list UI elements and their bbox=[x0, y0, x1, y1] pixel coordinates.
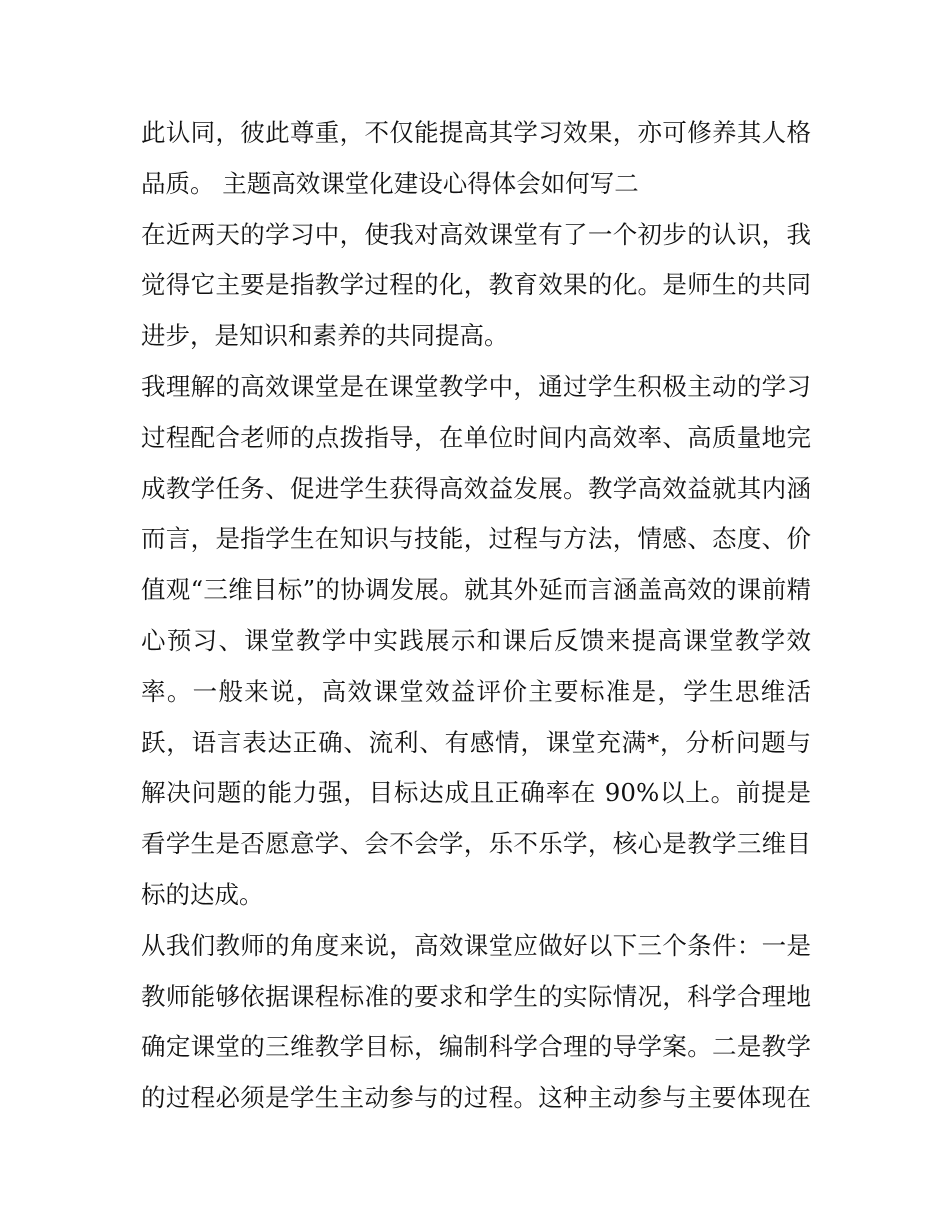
text-line: 心预习、课堂教学中实践展示和课后反馈来提高课堂教学效 bbox=[141, 625, 811, 655]
text-line: 跃，语言表达正确、流利、有感情，课堂充满*，分析问题与 bbox=[141, 727, 811, 757]
text-line: 率。一般来说，高效课堂效益评价主要标准是，学生思维活 bbox=[141, 676, 811, 706]
text-line: 确定课堂的三维教学目标，编制科学合理的导学案。二是教学 bbox=[141, 1032, 811, 1062]
text-line: 进步，是知识和素养的共同提高。 bbox=[141, 321, 509, 351]
body-text bbox=[141, 108, 811, 1124]
text-line: 品质。 主题高效课堂化建设心得体会如何写二 bbox=[141, 168, 639, 198]
text-line: 觉得它主要是指教学过程的化，教育效果的化。是师生的共同 bbox=[141, 270, 811, 300]
text-line: 的过程必须是学生主动参与的过程。这种主动参与主要体现在 bbox=[141, 1083, 811, 1113]
text-line: 教师能够依据课程标准的要求和学生的实际情况，科学合理地 bbox=[141, 981, 811, 1011]
text-line: 从我们教师的角度来说，高效课堂应做好以下三个条件：一是 bbox=[141, 930, 811, 960]
text-line: 而言，是指学生在知识与技能，过程与方法，情感、态度、价 bbox=[141, 524, 811, 554]
text-line: 标的达成。 bbox=[141, 879, 264, 909]
text-line: 值观“三维目标”的协调发展。就其外延而言涵盖高效的课前精 bbox=[141, 575, 811, 605]
text-line: 解决问题的能力强，目标达成且正确率在 90%以上。前提是 bbox=[141, 778, 811, 808]
text-line: 此认同，彼此尊重，不仅能提高其学习效果，亦可修养其人格 bbox=[141, 118, 811, 147]
text-line: 在近两天的学习中，使我对高效课堂有了一个初步的认识，我 bbox=[141, 219, 811, 249]
text-line: 过程配合老师的点拨指导，在单位时间内高效率、高质量地完 bbox=[141, 422, 811, 452]
text-line: 成教学任务、促进学生获得高效益发展。教学高效益就其内涵 bbox=[141, 473, 811, 503]
text-line: 我理解的高效课堂是在课堂教学中，通过学生积极主动的学习 bbox=[141, 371, 811, 401]
text-line: 看学生是否愿意学、会不会学，乐不乐学，核心是教学三维目 bbox=[141, 829, 811, 859]
